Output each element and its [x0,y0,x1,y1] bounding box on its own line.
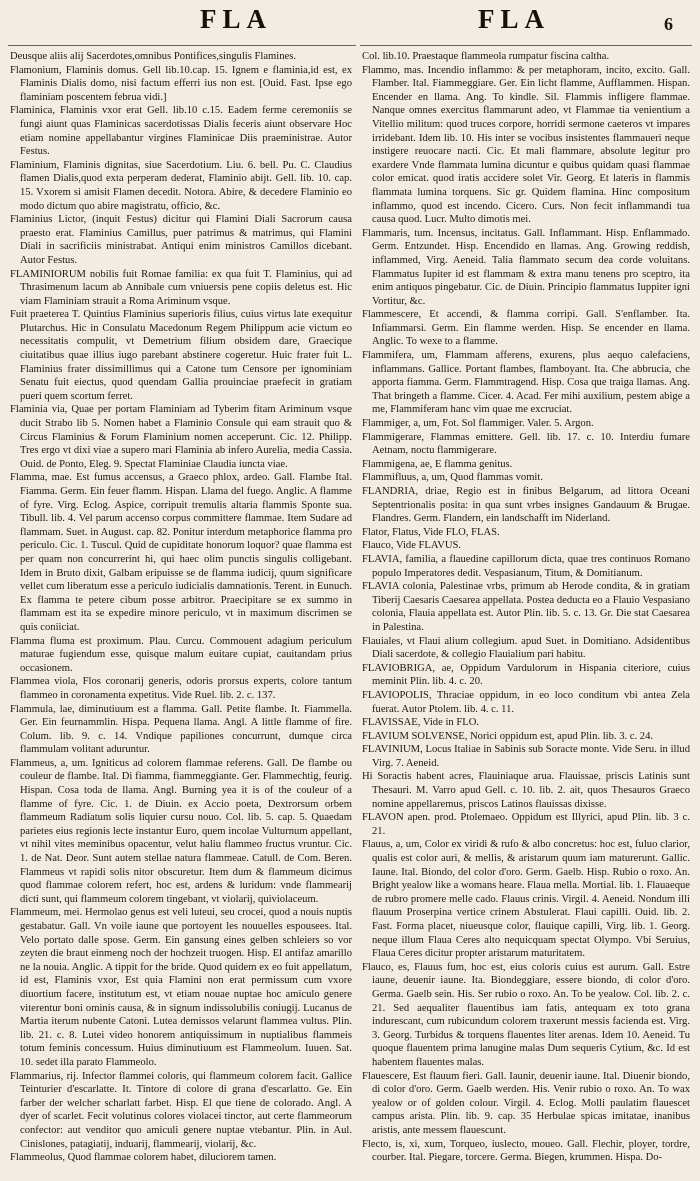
dictionary-entry: FLAVIOBRIGA, ae, Oppidum Vardulorum in Hispania citeriore, cuius meminit Plin. lib. 4. c. 20. [362,662,690,688]
dictionary-entry: FLAVIA, familia, a flauedine capillorum dicta, quae tres continuos Romano populo Imperatores dedit. Vespasianum, Titum, & Domitianum. [362,553,690,579]
dictionary-entry: Flammo, mas. Incendio inflammo: & per metaphoram, incito, excito. Gall. Flamber. Ital. Fiammeggiare. Ger. Ein licht flamme, Aufflammen. Hispan. Encender en llama. Ang. To kindle. Sil. Flammis infligere flammae. Nanque omnes exercitus flammarunt adeo, vt Flammae tia venientium a Vitellio militum: quod truces corpore, horridi sermone caeteros vt impares irridebant. Idem lib. 10. His inter se vocibus insistentes flammaueri neque instigere reuocare nacti. Cic. Et mali flammare, absolute legitur pro exardere Vnde flammata lumina dicuntur e quibus quidam quasi flammae color emicat. quod iratis accidere solet Vir. Georg. Et lateris in flammis flammata lumina torquens. Sic gr. Quidem flamina. Hinc compositum inflammo, quod est incendo. Cicero. Curs. Non fecit inflammandi tua causa quod. Lucr. Multo dimotis mei. [362,64,690,226]
dictionary-entry: Flaminica, Flaminis vxor erat Gell. lib.10 c.15. Eadem ferme ceremoniis se fungi aiunt quas Flaminicas sacerdotissas Dialis feceris aiunt observare Hoc etiam nomine appellabantur virgines Flaminicae Diis praeministrae. Autor Festus. [10,105,352,158]
dictionary-entry: Flaminium, Flaminis dignitas, siue Sacerdotium. Liu. 6. bell. Pu. C. Claudius flamen Dialis,quod exta perperam dederat, Flaminio abijt. Gell. lib. 10. cap. 15. Vxorem si amisit Flamen decedit. Notora. Abire, & decedere Flaminio eo modo dictum quo abire magistratu, officio, &c. [10,159,352,212]
dictionary-entry: Flamonium, Flaminis domus. Gell lib.10.cap. 15. Ignem e flaminia,id est, ex Flaminis Dialis domo, nisi factum efferri ius non est. [Ouid. Fast. Ipse ego flaminiam poscentem februa vidi.] [10,64,352,103]
running-head-left: FLA [200,4,272,34]
dictionary-entry: FLAVIA colonia, Palestinae vrbs, primum ab Herode condita, & in gratiam Tiberij Caesaris Caesarea appellata. Postea deducta eo a Flauio Vespasiano colonia, Flauia appellata est. Autor Plin. lib. 5. c. 13. Gr. Die stat Caesarea in Palestina. [362,581,690,633]
dictionary-entry: Flecto, is, xi, xum, Torqueo, iuslecto, moueo. Gall. Flechir, ployer, tordre, courber. Ital. Piegare, torcere. Germa. Biegen, krummen. Hispa. Do- [362,1138,690,1164]
running-head-right: FLA [478,4,550,34]
dictionary-entry: Flauus, a, um, Color ex viridi & rufo & albo concretus: hoc est, fuluo clarior, qualis est color auri, & mellis, & aristarum quum iam maturerunt. Gallic. Iaune. Ital. Biondo, del color d'oro. Germ. Gaelb. Hisp. Rubio o roxo. An. Bright yealow like a womans heare. Flaua mella. Mortial. lib. 1. Flauaeque de rubro promere melle cado. Flauus crinis. Virgil. 4. Aeneid. Nondum illi flauum Proserpina vertice crinem Abstulerat. Flaui capilli. Ouid. lib. 2. Fast. Forma placet, niueusque color, flauique capilli, Virg. lib. 1. Georg. neque illum Flaua Ceres alto nequicquam spectat Olympo. Vbi Seruius, Flaua Ceres dicitur propter aristarum maturitatem. [362,839,690,960]
header-rule-left [8,45,356,46]
dictionary-entry: FLAMINIORUM nobilis fuit Romae familia: ex qua fuit T. Flaminius, qui ad Thrasimenum lacum ab Annibale cum vniuersis pene copiis deletus est. Hic viam Flaminiam strauit a Roma Ariminum vsque. [10,268,352,307]
dictionary-entry: FLAVIUM SOLVENSE, Norici oppidum est, apud Plin. lib. 3. c. 24. [362,730,654,742]
dictionary-entry: Flammiger, a, um, Fot. Sol flammiger. Valer. 5. Argon. [362,418,594,430]
dictionary-entry: Flaminia via, Quae per portam Flaminiam ad Tyberim fitam Ariminum vsque ducit Strabo lib 5. Nomen habet a Flaminio Consule qui eam strauit quo & Circus Flaminius & Forum Flaminium nomen acceperunt. Cic. 12. Philipp. Tres ergo vt dixi viae a supero mari Flaminia ab infero Aurelia, media Cassia. Ouid. de Ponto, Eleg. 9. Spectat Flaminiae Claudia iuncta viae. [10,404,352,470]
dictionary-entry: Flauiales, vt Flaui alium collegium. apud Suet. in Domitiano. Adsidentibus Diali sacerdote, & collegio Flauialium pari habitu. [362,635,690,661]
dictionary-entry: Flator, Flatus, Vide FLO, FLAS. [362,526,500,538]
dictionary-entry: FLAVON apen. prod. Ptolemaeo. Oppidum est Illyrici, apud Plin. lib. 3 c. 21. [362,812,690,837]
dictionary-entry: Flammarius, rij. Infector flammei coloris, qui flammeum colorem facit. Gallice Teinturier d'escarlatte. It. Tintore di colore di grana d'escarlatto. Ge. Ein farber der welcher scharlatt farbet. Hisp. El que tiene de colorado. Angl. A dyer of scarlet. Fecit volutinus colores violacei tinctor, aut certe flammeorum confector: aut venditor quo amiculi genere nuptae vtebantur. Plin. in Aul. Cinislones, patagiatij, induarij, flammearij, violarij, &c. [10,1070,352,1150]
dictionary-entry: FLAVINIUM, Locus Italiae in Sabinis sub Soracte monte. Vide Seru. in illud Virg. 7. Aeneid. [362,744,690,769]
dictionary-entry: Hi Soractis habent acres, Flauiniaque arua. Flauissae, priscis Latinis sunt Thesauri. M. Varro apud Gell. c. 10. lib. 2. ait, quos Thesauros Graeco nomine appellaremus, priscos Latinos flauissas dixisse. [362,771,690,810]
dictionary-entry: Fuit praeterea T. Quintius Flaminius superioris filius, cuius virtus late exequitur Plutarchus. Hic in Consulatu Macedonum Regem Philippum acie victum eo necessitatis compulit, vt Demetrium filium obsidem dare, Graecique ciuitatibus quae illius iugo parebant abstinere cogeretur. Huic frater fuit L. Flaminius frater dissimillimus qui a Catone tum Censore per ignominiam Senatu fuit eiectus, quod quendam Gallia prouinciae praefecit in gratiam pueri quem scortum ferret. [10,309,352,402]
right-column [362,50,690,1177]
header-rule-right [360,45,692,46]
dictionary-entry: Flammaris, tum. Incensus, incitatus. Gall. Inflammant. Hisp. Enflammado. Germ. Entzundet. Hisp. Encendido en llamas. Ang. Growing reddish, inflammed, Virg. Aeneid. Talia flammato secum dea corde voluitans. Flammatus Iupiter id est flammam & extra manu tenens pro sceptro, ita enim antiquos pingebatur. Cic. de Diuin. Principio flammatus Iuppiter igni Vortitur, &c. [362,227,690,307]
dictionary-entry: Flamma fluma est proximum. Plau. Curcu. Commouent adagium periculum maturae fugiendum esse, quisque malum euitare cupiat, cauitandam prius occasionem. [10,635,352,674]
dictionary-entry: Flauescere, Est flauum fieri. Gall. Iaunir, deuenir iaune. Ital. Diuenir biondo, di color d'oro. Germ. Gaelb werden. His. Venir rubio o roxo. An. To wax yealow or of golden colour. Virgil. 4. Eclog. Molli paulatim flauescet campus arista. Plin. lib. 9. cap. 35 Herbulae spicas imitatae, inanibus aristis, ante messem flauescunt. [362,1070,690,1136]
dictionary-entry: Flammeolus, Quod flammae colorem habet, diluciorem tamen. [10,1152,277,1164]
dictionary-entry: Flammula, lae, diminutiuum est a flamma. Gall. Petite flambe. It. Fiammella. Ger. Ein feurnammlin. Hispa. Pequena llama. Angl. A little flamme of fire. Colum. lib. 9. c. 14. Vndique papiliones concurrunt, dumque circa flammulam volitant aduruntur. [10,703,352,756]
dictionary-entry: Flammeus, a, um. Igniticus ad colorem flammae referens. Gall. De flambe ou couleur de flambe. Ital. Di fiamma, fiammeggiante. Ger. Flammechtig, feurig. Hispan. Cosa toda de llama. Angl. Burning yea it is of the couleur of a flamme of fyre. Cic. 1. de Diuin. ex Accio poeta, Dextrorsum orbem flammeum Radiatum solis liquier cursu nouo. Col. lib. 5. cap. 5. Quaedam parietes eius regionis lecte instantur Euro, quem incolae Vulturnum appellant, vt nihil vites meminibus opacentur, velut haliu flammeo fructus vruntur. Cic. 1. de Nat. Deor. Sunt autem stellae natura flammeae. Catull. de Com. Beren. Flammeus vt rapidi solis nitor obscuretur. Item dum & flammeum dicimus quod flammae colorem refert, hoc est, ardens & luridum: vnde flammearij dicti sunt, qui flammeum colorem tingebant, vt violarij, quiviolaceum. [10,757,352,905]
dictionary-entry: Flammigena, ae, E flamma genitus. [362,458,513,470]
dictionary-entry: FLAVIOPOLIS, Thraciae oppidum, in eo loco conditum vbi antea Zela fuerat. Autor Ptolem. lib. 4. c. 11. [362,689,690,715]
dictionary-entry: Flammifera, um, Flammam afferens, exurens, plus aequo calefaciens, inflammans. Gallice. Portant flambes, flamboyant. Ita. Che abbrucia, che apporta fiamma. Germ. Flammtragend. Hisp. Cosa que traiga llamas. Ang. That bringeth a flamme. Cicer. 4. Acad. Fer mihi auxilium, pestem abige a me, Flammiferam hanc vim quae me excruciat. [362,350,690,416]
dictionary-entry: Flauco, es, Flauus fum, hoc est, eius coloris cuius est aurum. Gall. Estre iaune, deuenir iaune. Ita. Biondeggiare, essere biondo, di color d'oro. Germa. Gaelb sein. His. Ser rubio o roxo. An. To be yealow. Col. lib. 2. c. 21. Sed aequaliter flauentibus iam fatis, antequam ex toto grana indurescant, cum rubicundum colorem traxerunt messis facienda est. Virg. 3. Georg. Turbidus & torquens flauentes liter arenas. Idem 10. Aeneid. Tu quoque flauentem prima lanugine malas Dum sequeris Cytium, &c. Id est habentem flauentes malas. [362,961,690,1068]
dictionary-entry: Flammescere, Et accendi, & flamma corripi. Gall. S'enflamber. Ita. Infiammarsi. Germ. Ein flamme werden. Hisp. Se encender en llama. Anglic. To wexe to a flamme. [362,309,690,348]
dictionary-entry: Flammigerare, Flammas emittere. Gell. lib. 17. c. 10. Interdiu fumare Aetnam, noctu flammigerare. [362,431,690,457]
dictionary-entry: Col. lib.10. Praestaque flammeola rumpatur fiscina caltha. [362,51,610,62]
dictionary-entry: FLAVISSAE, Vide in FLO. [362,717,479,729]
dictionary-entry: Flauco, Vide FLAVUS. [362,540,462,552]
page-number: 6 [664,14,673,34]
left-column [10,50,352,1177]
dictionary-entry: Deusque aliis alij Sacerdotes,omnibus Pontifices,singulis Flamines. [10,51,297,62]
dictionary-entry: FLANDRIA, driae, Regio est in finibus Belgarum, ad littora Oceani Septentrionalis posita: in qua sunt vrbes insignes Gandauum & Brugae. Flandres. Germ. Flandern, ein landschafft im Niderland. [362,486,690,525]
dictionary-entry: Flaminius Lictor, (inquit Festus) dicitur qui Flamini Diali Sacrorum causa praesto erat. Flaminius Camillus, puer patrimus & matrimus, qui Flamini Diali in sacrificiis ministrabat. Antiqui enim ministros Camillos dicebant. Autor Festus. [10,214,352,266]
dictionary-entry: Flammifluus, a, um, Quod flammas vomit. [362,472,543,484]
dictionary-entry: Flammeum, mei. Hermolao genus est veli luteui, seu crocei, quod a nouis nuptis gestabatur. Gall. Vn voile iaune que portoyent les nouuelles espousees. Ital. Velo portato dalle spose. Germ. Ein gansung eines gelben schleiers so vor zeyten die braut einmeng noch der hochzeit truogen. Hisp. El antifaz amarillo ne la nouia. Anglic. A tippit for the bride. Quod quidem ex eo fuit appellatum, id est, Flaminis vxor, Est quia Flamini non erat permissum cum vxore diuortium facere, institutum est, vt etiam nouae nuptae hoc amiculo genere viterentur boni ominis causa, & in signum indissolubilis coniugij. Lucanus de Martia iterum nubente Catoni. Lutea demissos velarunt flammea vultus. Plin. lib. 21. c. 8. Lutei video honorem antiquissimum in nuptialibus flammeis totum feminis concessum. Huius diminutiuum est Flammeolum. Iuuen. Sat. 10. sedet illa parato Flammeolo. [10,907,352,1068]
dictionary-entry: Flamma, mae. Est fumus accensus, a Graeco phlox, ardeo. Gall. Flambe Ital. Fiamma. Germ. Ein feuer flamm. Hispan. Llama del fuego. Anglic. A flamme of fyre. Virg. Eclog. Aspice, corripuit tremulis altaria flammis Sponte sua. Tibull. lib. 4. Vel parum accenso corpus committere flammae. Item Sudare ad flammam. Suet. in August. cap. 82. Ponitur interdum metaphorice flamma pro periculo. Cic. 1. Tuscul. Quid de cupiditate honorum loquor? quae flamma est per quam non concurrerint hi, qui haec olim punctis singulis colligebant. Idem in Bruto dixit, Galbam eripuisse se de flamma iudicij, quum significare vellet cum liberatum esse a periculo iudicialis damnationis. Terent. in Eunuch. Ex flamma te petere cibum posse arbitror. Praecipitare se ex summo in flammam est ita se expedire minore periculo, vt in maximum discrimen se quis coniiciat. [10,472,352,633]
dictionary-entry: Flammea viola, Flos coronarij generis, odoris prorsus experts, colore tantum flammeo in coronamenta expetitus. Vide Ruel. lib. 2. c. 137. [10,676,352,701]
